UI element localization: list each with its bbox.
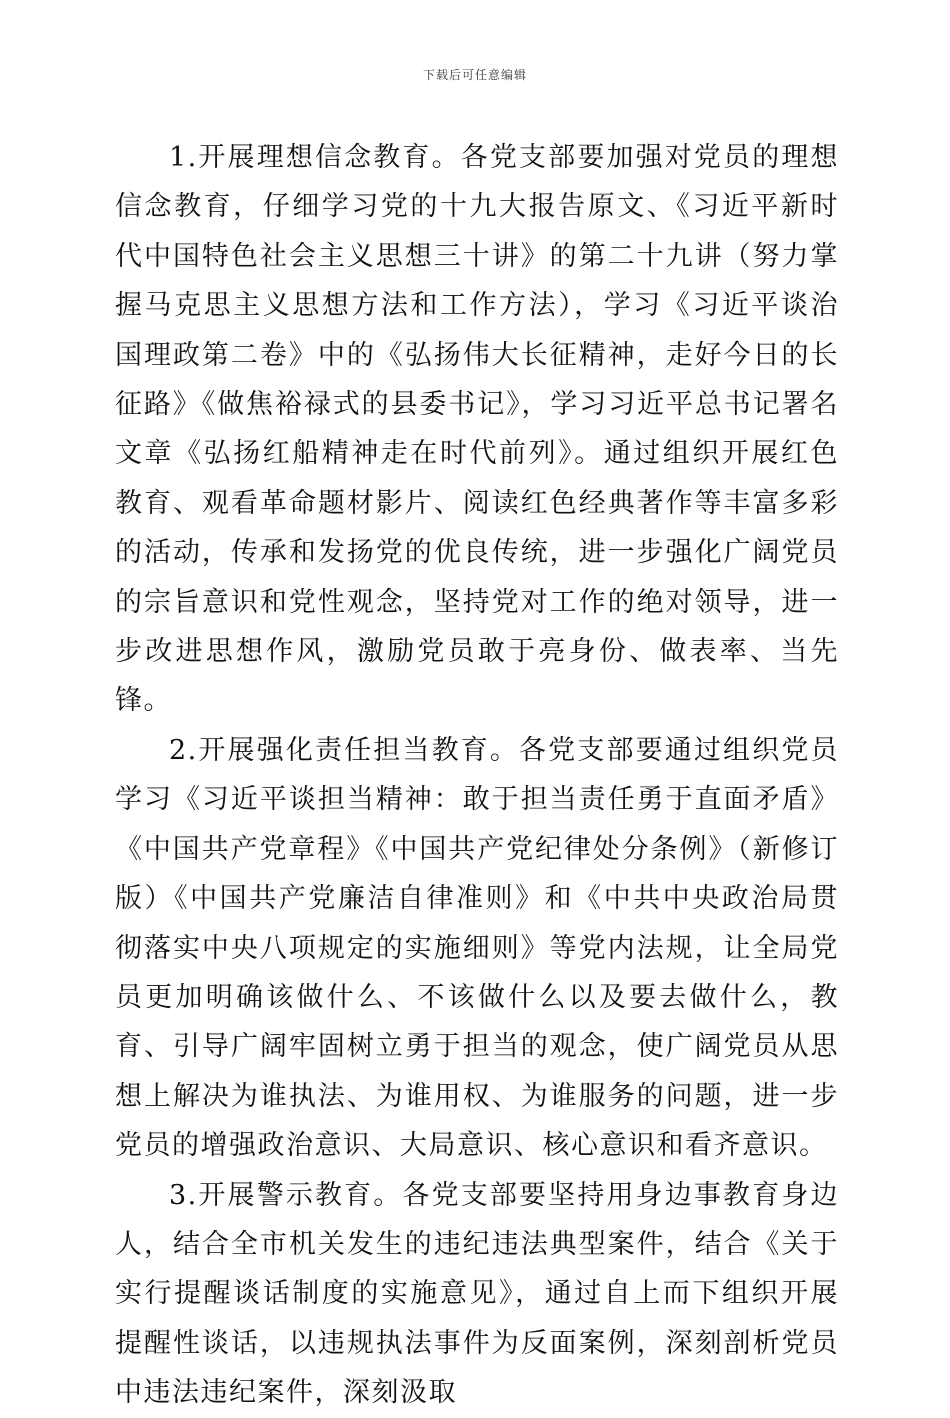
paragraph-warning-education: 3.开展警示教育。各党支部要坚持用身边事教育身边人，结合全市机关发生的违纪违法典型案件，结合《关于实行提醒谈话制度的实施意见》，通过自上而下组织开展提醒性谈话，以违规执法事件为反面案例，深刻剖析党员中违法违纪案件，深刻汲取	[115, 1179, 839, 1409]
page-header: 下载后可任意编辑	[422, 68, 527, 82]
document-body	[115, 133, 839, 1418]
paragraph-responsibility-education: 2.开展强化责任担当教育。各党支部要通过组织党员学习《习近平谈担当精神：敢于担当责任勇于直面矛盾》《中国共产党章程》《中国共产党纪律处分条例》（新修订版）《中国共产党廉洁自律准则》和《中共中央政治局贯彻落实中央八项规定的实施细则》等党内法规，让全局党员更加明确该做什么、不该做什么以及要去做什么，教育、引导广阔牢固树立勇于担当的观念，使广阔党员从思想上解决为谁执法、为谁用权、为谁服务的问题，进一步党员的增强政治意识、大局意识、核心意识和看齐意识。	[115, 734, 839, 1162]
paragraph-ideals-education: 1.开展理想信念教育。各党支部要加强对党员的理想信念教育，仔细学习党的十九大报告原文、《习近平新时代中国特色社会主义思想三十讲》的第二十九讲（努力掌握马克思主义思想方法和工作方法），学习《习近平谈治国理政第二卷》中的《弘扬伟大长征精神，走好今日的长征路》《做焦裕禄式的县委书记》，学习习近平总书记署名文章《弘扬红船精神走在时代前列》。通过组织开展红色教育、观看革命题材影片、阅读红色经典著作等丰富多彩的活动，传承和发扬党的优良传统，进一步强化广阔党员的宗旨意识和党性观念，坚持党对工作的绝对领导，进一步改进思想作风，激励党员敢于亮身份、做表率、当先锋。	[115, 142, 839, 717]
